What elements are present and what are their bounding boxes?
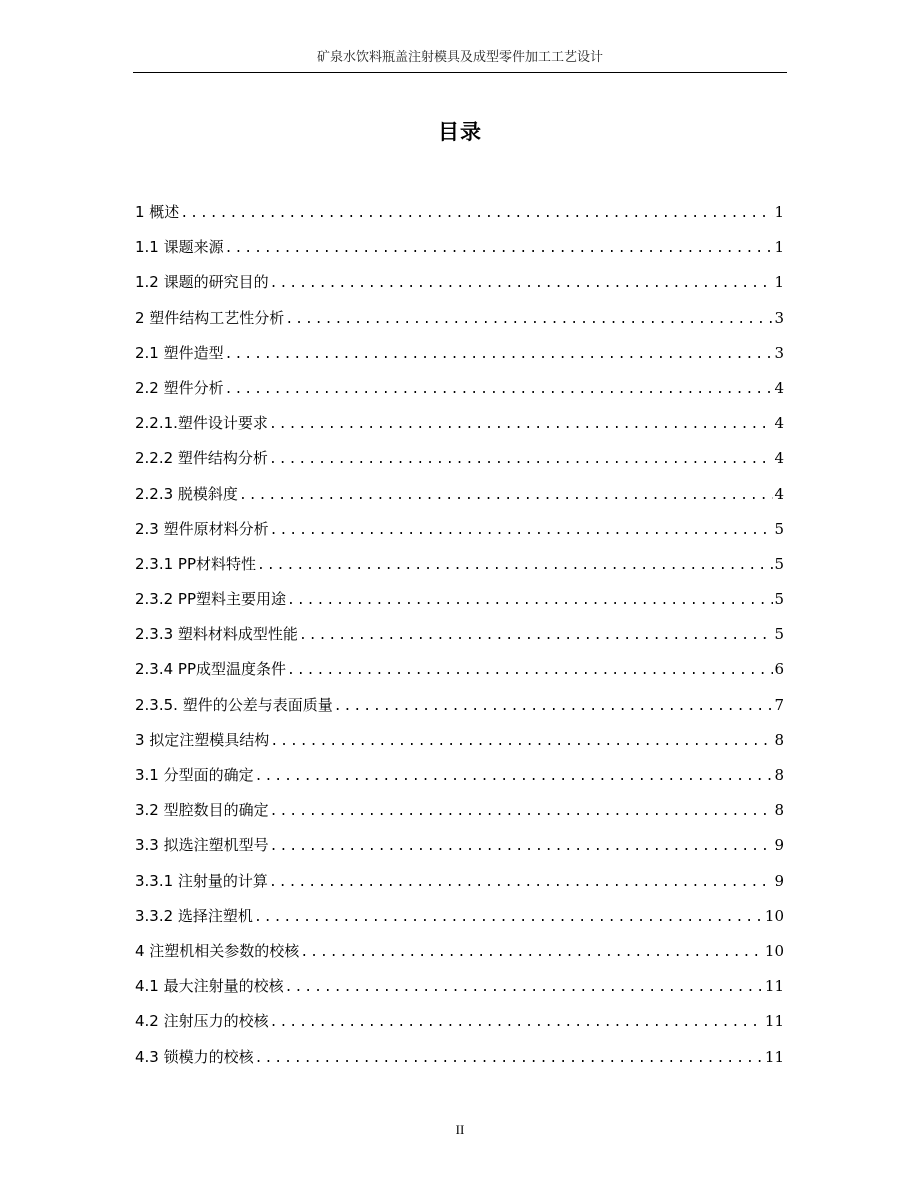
toc-leader-dots xyxy=(334,692,774,722)
toc-leader-dots xyxy=(270,516,774,546)
toc-entry-page: 8 xyxy=(774,766,784,784)
toc-entry-page: 11 xyxy=(764,1012,784,1031)
toc-entry-page: 4 xyxy=(774,414,784,433)
toc-entry[interactable] xyxy=(135,936,784,971)
toc-entry[interactable] xyxy=(135,303,784,338)
toc-entry-label: 2.2.1.塑件设计要求 xyxy=(135,414,268,433)
toc-entry-label: 3.2 型腔数目的确定 xyxy=(135,801,269,820)
toc-entry[interactable] xyxy=(135,479,784,514)
toc-entry-label: 3.3.2 选择注塑机 xyxy=(135,906,253,925)
toc-entry[interactable] xyxy=(135,584,784,619)
toc-entry[interactable] xyxy=(135,338,784,373)
toc-entry-page: 8 xyxy=(774,730,784,749)
toc-entry[interactable] xyxy=(135,373,784,408)
toc-leader-dots xyxy=(255,1044,764,1074)
toc-entry-label: 1.1 课题来源 xyxy=(135,238,224,257)
toc-title: 目录 xyxy=(438,120,482,144)
toc-entry-label: 2.3.3 塑料材料成型性能 xyxy=(135,625,298,644)
toc-entry-label: 3 拟定注塑模具结构 xyxy=(135,730,270,749)
toc-entry-label: 4.3 锁模力的校核 xyxy=(135,1047,254,1066)
toc-entry[interactable] xyxy=(135,1042,784,1077)
toc-entry-page: 11 xyxy=(764,977,784,996)
toc-leader-dots xyxy=(270,1008,764,1038)
toc-entry-page: 3 xyxy=(774,343,784,362)
toc-entry-page: 9 xyxy=(774,871,784,890)
toc-entry[interactable] xyxy=(135,971,784,1006)
toc-leader-dots xyxy=(225,340,774,370)
toc-leader-dots xyxy=(269,445,774,475)
toc-entry-page: 1 xyxy=(774,203,784,221)
toc-leader-dots xyxy=(269,868,774,898)
toc-entry-page: 1 xyxy=(774,238,784,257)
toc-entry-page: 5 xyxy=(774,625,784,644)
toc-entry-page: 8 xyxy=(774,801,784,820)
toc-leader-dots xyxy=(255,762,774,792)
toc-entry-label: 1.2 课题的研究目的 xyxy=(135,273,269,292)
toc-entry-label: 2.2.3 脱模斜度 xyxy=(135,484,238,503)
toc-leader-dots xyxy=(285,305,773,335)
toc-entry-label: 3.3.1 注射量的计算 xyxy=(135,871,268,890)
toc-leader-dots xyxy=(270,797,774,827)
toc-leader-dots xyxy=(287,656,773,686)
toc-entry[interactable] xyxy=(135,795,784,830)
toc-entry-label: 2.1 塑件造型 xyxy=(135,343,224,362)
toc-entry-label: 1 概述 xyxy=(135,203,180,221)
toc-entry-page: 5 xyxy=(774,554,784,573)
toc-entry-page: 4 xyxy=(774,484,784,503)
toc-entry-page: 1 xyxy=(774,273,784,292)
toc-entry-label: 2 塑件结构工艺性分析 xyxy=(135,308,285,327)
toc-leader-dots xyxy=(270,269,774,299)
toc-entry-label: 3.3 拟选注塑机型号 xyxy=(135,836,269,855)
toc-leader-dots xyxy=(285,973,764,1003)
toc-entry-label: 4 注塑机相关参数的校核 xyxy=(135,941,300,960)
toc-leader-dots xyxy=(254,903,764,933)
toc-entry[interactable] xyxy=(135,408,784,443)
page-number: II xyxy=(455,1122,465,1137)
toc-entry[interactable] xyxy=(135,232,784,267)
toc-entry-label: 4.1 最大注射量的校核 xyxy=(135,977,284,996)
toc-entry-page: 7 xyxy=(774,695,784,714)
toc-entry[interactable] xyxy=(135,654,784,689)
toc-leader-dots xyxy=(257,551,773,581)
toc-leader-dots xyxy=(269,410,774,440)
toc-leader-dots xyxy=(225,234,774,264)
toc-entry-label: 2.2.2 塑件结构分析 xyxy=(135,449,268,468)
running-header: 矿泉水饮料瓶盖注射模具及成型零件加工工艺设计 xyxy=(316,50,603,65)
toc-leader-dots xyxy=(300,938,764,968)
toc-entry[interactable] xyxy=(135,1006,784,1041)
toc-leader-dots xyxy=(270,832,774,862)
toc-leader-dots xyxy=(239,481,774,511)
toc-entry[interactable] xyxy=(135,197,784,232)
toc-entry[interactable] xyxy=(135,690,784,725)
toc-entry-label: 3.1 分型面的确定 xyxy=(135,766,254,784)
toc-entry-label: 2.3.4 PP成型温度条件 xyxy=(135,660,287,679)
toc-entry-page: 10 xyxy=(764,941,784,960)
toc-leader-dots xyxy=(225,375,774,405)
toc-entry[interactable] xyxy=(135,443,784,478)
toc-entry-page: 11 xyxy=(764,1047,784,1066)
toc-entry-page: 9 xyxy=(774,836,784,855)
toc-leader-dots xyxy=(180,199,773,229)
toc-entry-label: 2.3.1 PP材料特性 xyxy=(135,554,257,573)
toc-entry[interactable] xyxy=(135,866,784,901)
toc-entry[interactable] xyxy=(135,901,784,936)
toc-leader-dots xyxy=(270,727,773,757)
toc-entry[interactable] xyxy=(135,760,784,795)
toc-entry-label: 4.2 注射压力的校核 xyxy=(135,1012,269,1031)
table-of-contents xyxy=(135,197,784,1077)
toc-entry[interactable] xyxy=(135,514,784,549)
header-rule xyxy=(133,72,787,73)
toc-entry-label: 2.3.5. 塑件的公差与表面质量 xyxy=(135,695,333,714)
toc-entry-page: 10 xyxy=(764,906,784,925)
toc-entry[interactable] xyxy=(135,619,784,654)
toc-entry[interactable] xyxy=(135,830,784,865)
toc-entry-label: 2.3.2 PP塑料主要用途 xyxy=(135,590,287,609)
toc-entry-label: 2.3 塑件原材料分析 xyxy=(135,519,269,538)
toc-leader-dots xyxy=(287,586,773,616)
toc-entry-label: 2.2 塑件分析 xyxy=(135,378,224,397)
toc-entry-page: 4 xyxy=(774,449,784,468)
toc-entry[interactable] xyxy=(135,267,784,302)
toc-entry-page: 5 xyxy=(774,590,784,609)
toc-entry-page: 4 xyxy=(774,378,784,397)
toc-entry[interactable] xyxy=(135,725,784,760)
toc-entry-page: 6 xyxy=(774,660,784,679)
toc-entry-page: 3 xyxy=(774,308,784,327)
toc-entry[interactable] xyxy=(135,549,784,584)
toc-leader-dots xyxy=(299,621,774,651)
toc-entry-page: 5 xyxy=(774,519,784,538)
